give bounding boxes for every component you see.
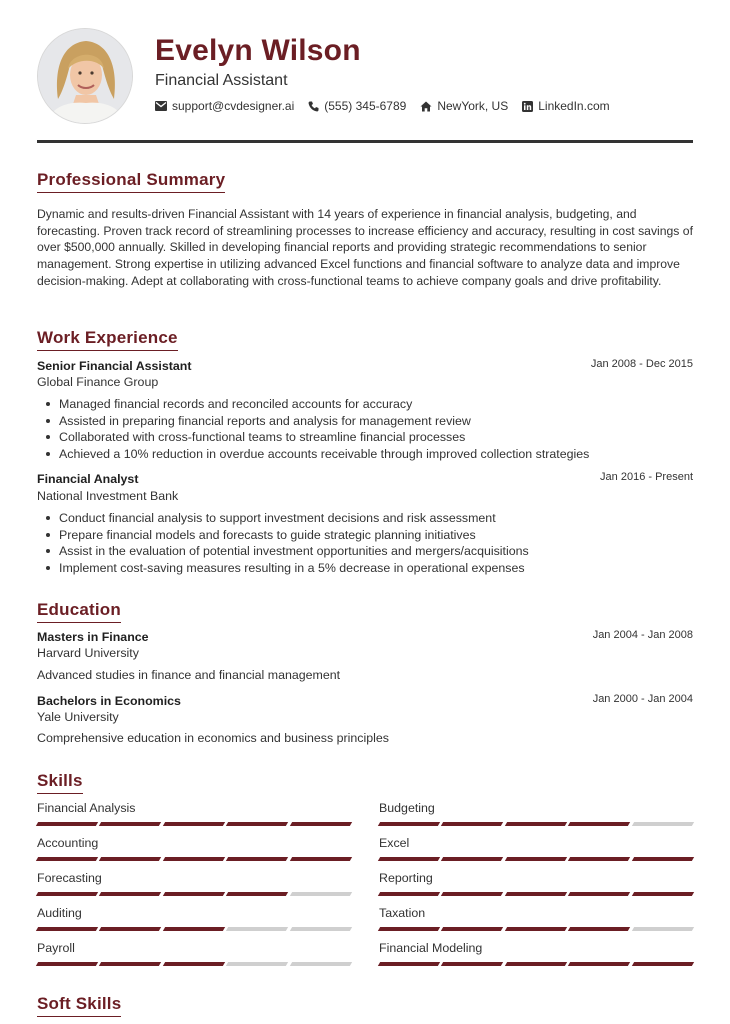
skill-name: Taxation	[379, 906, 426, 920]
skill-name: Financial Analysis	[37, 801, 136, 815]
skill-level-segment	[568, 962, 631, 966]
skill-level-segment	[289, 927, 352, 931]
skill-level-segment	[378, 822, 441, 826]
skill-level-segment	[378, 962, 441, 966]
skill-level-bar	[379, 857, 693, 861]
job-bullet: Collaborated with cross-functional teams to streamline financial processes	[37, 429, 693, 446]
skill-level-segment	[226, 927, 289, 931]
skill-name: Reporting	[379, 871, 433, 885]
experience-heading: Work Experience	[37, 328, 178, 351]
skill-level-segment	[36, 927, 99, 931]
education-description: Advanced studies in finance and financial management	[37, 668, 341, 682]
job-bullets	[37, 510, 693, 576]
school-name: Yale University	[37, 710, 119, 724]
skill-level-segment	[226, 822, 289, 826]
job-bullets	[37, 396, 693, 462]
job-bullet: Assist in the evaluation of potential investment opportunities and mergers/acquisitions	[37, 543, 693, 560]
skill-level-segment	[163, 857, 226, 861]
skill-level-segment	[631, 927, 694, 931]
skill-level-segment	[505, 892, 568, 896]
skill-item	[379, 801, 693, 826]
job-company: Global Finance Group	[37, 375, 159, 389]
skill-level-segment	[226, 962, 289, 966]
skill-level-segment	[99, 822, 162, 826]
skill-level-segment	[163, 962, 226, 966]
skill-level-segment	[163, 927, 226, 931]
job-bullet: Implement cost-saving measures resulting in a 5% decrease in operational expenses	[37, 560, 693, 577]
skill-level-bar	[379, 822, 693, 826]
skill-level-segment	[36, 822, 99, 826]
education-description: Comprehensive education in economics and business principles	[37, 731, 389, 745]
skill-level-segment	[441, 962, 504, 966]
education-date: Jan 2004 - Jan 2008	[592, 629, 693, 641]
skill-level-segment	[568, 892, 631, 896]
contact-linkedin[interactable]	[522, 99, 609, 113]
skill-level-segment	[99, 857, 162, 861]
job-bullet: Conduct financial analysis to support investment decisions and risk assessment	[37, 510, 693, 527]
home-icon	[420, 101, 432, 112]
skill-level-segment	[36, 962, 99, 966]
skill-level-bar	[379, 892, 693, 896]
linkedin-text: LinkedIn.com	[538, 99, 610, 113]
job-bullet: Managed financial records and reconciled accounts for accuracy	[37, 396, 693, 413]
skill-level-segment	[289, 857, 352, 861]
skill-level-segment	[568, 857, 631, 861]
contact-row	[155, 99, 610, 113]
job-date: Jan 2008 - Dec 2015	[590, 358, 693, 370]
skill-level-segment	[163, 822, 226, 826]
skill-level-segment	[505, 927, 568, 931]
skill-name: Financial Modeling	[379, 941, 483, 955]
skill-level-segment	[289, 822, 352, 826]
skill-name: Auditing	[37, 906, 82, 920]
skill-level-bar	[37, 892, 351, 896]
skill-level-segment	[568, 822, 631, 826]
job-company: National Investment Bank	[37, 489, 179, 503]
education-date: Jan 2000 - Jan 2004	[592, 693, 693, 705]
skill-name: Excel	[379, 836, 410, 850]
location-text: NewYork, US	[437, 99, 509, 113]
skill-level-segment	[99, 927, 162, 931]
job-title: Senior Financial Assistant	[37, 359, 192, 373]
skill-level-bar	[379, 927, 693, 931]
skill-name: Payroll	[37, 941, 75, 955]
skill-item	[37, 836, 351, 861]
skill-level-bar	[379, 962, 693, 966]
skill-level-segment	[36, 892, 99, 896]
skill-level-segment	[378, 892, 441, 896]
skill-item	[379, 836, 693, 861]
skill-level-segment	[378, 927, 441, 931]
candidate-role: Financial Assistant	[155, 72, 288, 89]
linkedin-icon	[522, 101, 533, 112]
skill-level-segment	[441, 857, 504, 861]
degree-title: Bachelors in Economics	[37, 694, 181, 708]
profile-photo	[37, 28, 133, 124]
summary-heading: Professional Summary	[37, 170, 225, 193]
skill-item	[379, 906, 693, 931]
job-bullet: Prepare financial models and forecasts to guide strategic planning initiatives	[37, 527, 693, 544]
skill-level-segment	[226, 892, 289, 896]
skill-level-segment	[505, 857, 568, 861]
skill-level-segment	[441, 927, 504, 931]
skill-level-bar	[37, 822, 351, 826]
skill-level-segment	[631, 822, 694, 826]
skill-level-segment	[289, 892, 352, 896]
skill-level-segment	[568, 927, 631, 931]
skill-level-segment	[631, 857, 694, 861]
skill-level-bar	[37, 962, 351, 966]
skill-level-segment	[289, 962, 352, 966]
skill-level-segment	[163, 892, 226, 896]
skill-level-segment	[36, 857, 99, 861]
skill-name: Accounting	[37, 836, 99, 850]
job-date: Jan 2016 - Present	[600, 471, 693, 483]
phone-text: (555) 345-6789	[324, 99, 407, 113]
job-bullet: Achieved a 10% reduction in overdue accounts receivable through improved collection strategies	[37, 446, 693, 463]
school-name: Harvard University	[37, 646, 139, 660]
skill-item	[379, 941, 693, 966]
skill-level-segment	[441, 892, 504, 896]
skill-level-segment	[99, 892, 162, 896]
skill-level-segment	[378, 857, 441, 861]
skill-item	[37, 871, 351, 896]
skill-level-segment	[631, 962, 694, 966]
skill-item	[37, 906, 351, 931]
skill-item	[379, 871, 693, 896]
education-heading: Education	[37, 600, 121, 623]
contact-email[interactable]	[155, 99, 294, 113]
soft-skills-heading: Soft Skills	[37, 994, 121, 1017]
email-text: support@cvdesigner.ai	[172, 99, 295, 113]
skill-item	[37, 941, 351, 966]
skill-level-bar	[37, 927, 351, 931]
header-divider	[37, 140, 693, 143]
job-bullet: Assisted in preparing financial reports and analysis for management review	[37, 413, 693, 430]
skill-level-segment	[99, 962, 162, 966]
degree-title: Masters in Finance	[37, 630, 149, 644]
skill-level-segment	[441, 822, 504, 826]
job-title: Financial Analyst	[37, 472, 139, 486]
phone-icon	[308, 101, 319, 112]
skill-name: Budgeting	[379, 801, 435, 815]
skill-name: Forecasting	[37, 871, 102, 885]
envelope-icon	[155, 101, 167, 111]
skill-level-segment	[505, 822, 568, 826]
skill-level-segment	[631, 892, 694, 896]
skill-level-segment	[226, 857, 289, 861]
contact-location	[420, 99, 508, 113]
summary-text: Dynamic and results-driven Financial Assistant with 14 years of experience in financial analysis, budgeting, and forecasting. Proven track record of streamlining processes to increase efficiency and accuracy, resulting in cost savings of over $500,000 annually. Skilled in developing financial reports and providing strategic recommendations to senior management. Strong expertise in utilizing advanced Excel functions and financial software to analyze data and improve decision-making. Adept at collaborating with cross-functional teams to achieve company goals and drive profitability.	[37, 207, 693, 288]
skill-level-bar	[37, 857, 351, 861]
candidate-name: Evelyn Wilson	[155, 34, 361, 67]
skill-item	[37, 801, 351, 826]
resume-header	[37, 28, 693, 128]
contact-phone[interactable]	[308, 99, 406, 113]
skills-heading: Skills	[37, 771, 83, 794]
skill-level-segment	[505, 962, 568, 966]
